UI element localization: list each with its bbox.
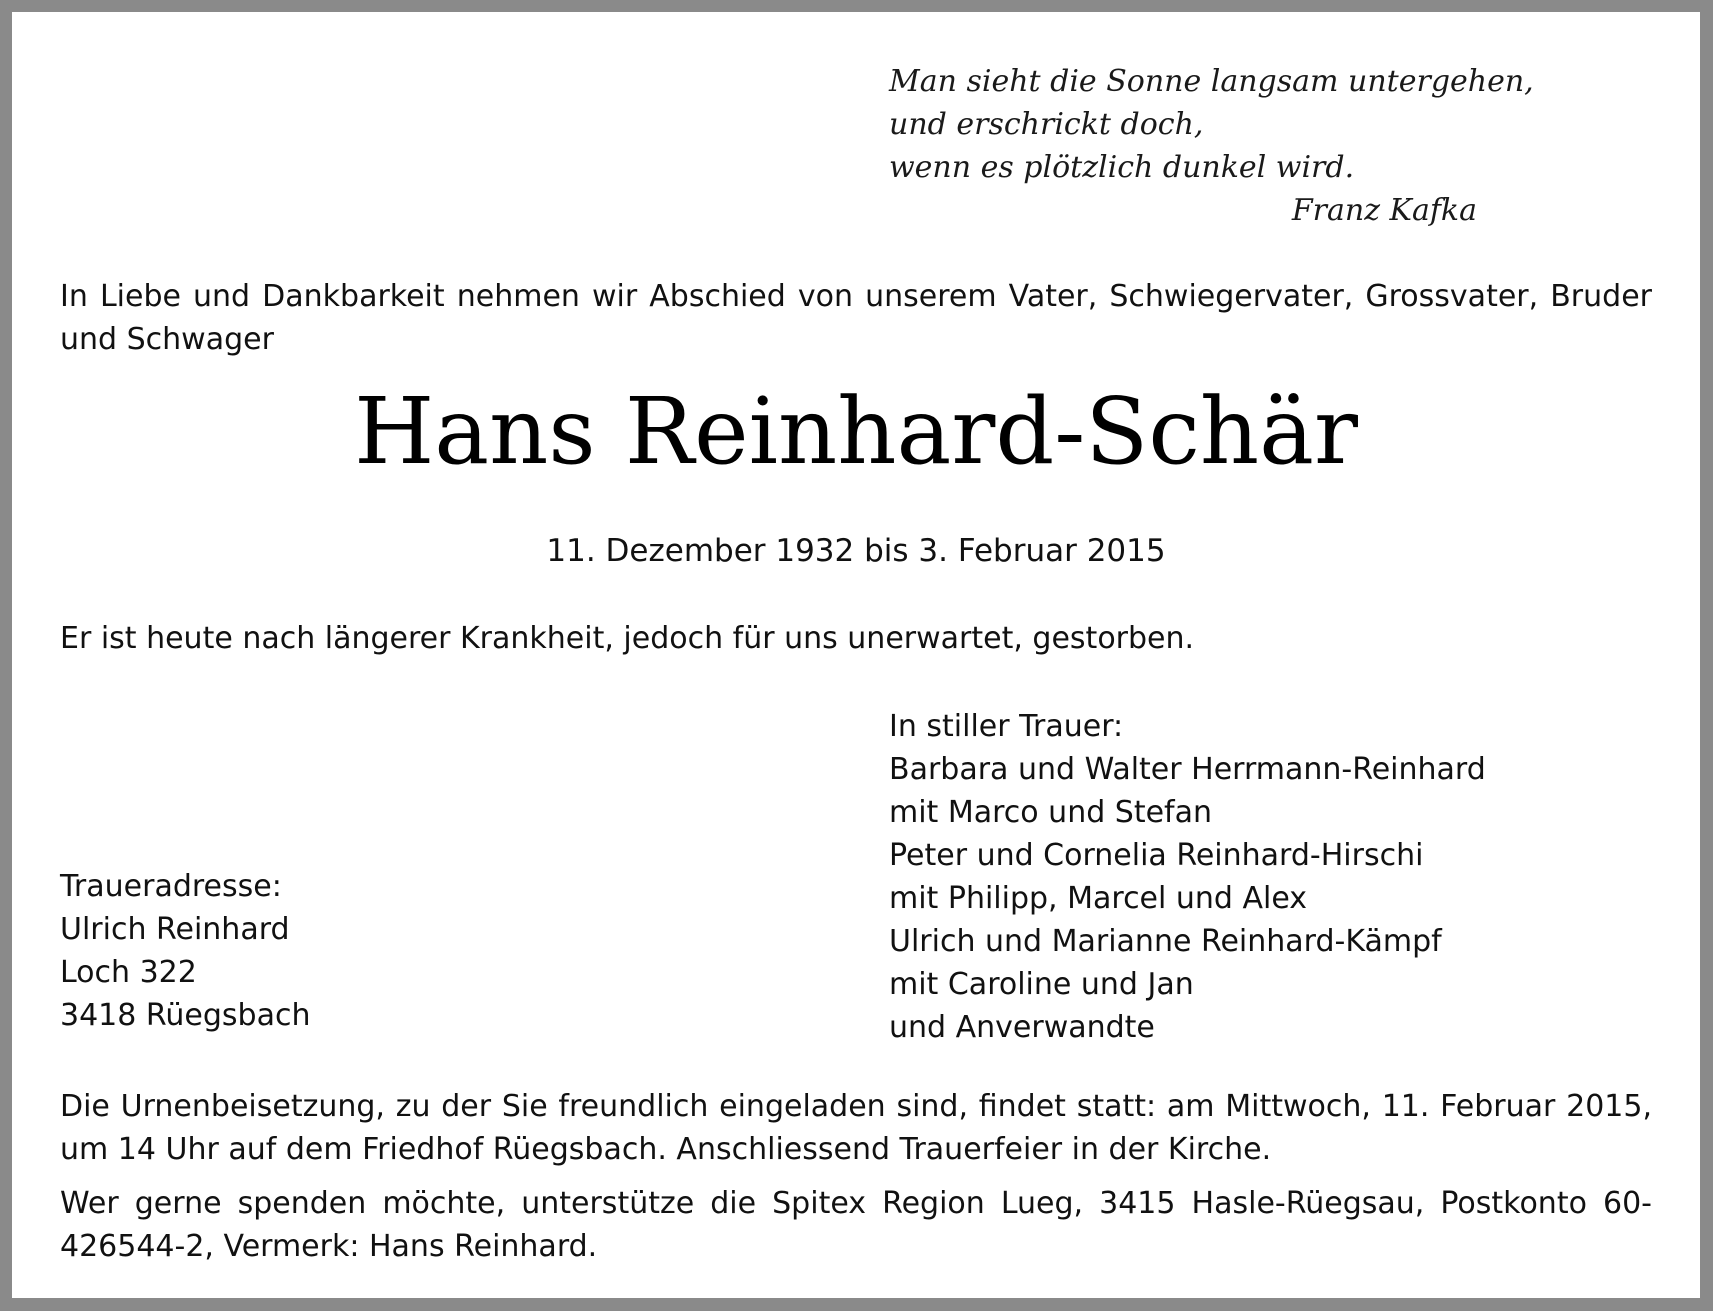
deceased-name: Hans Reinhard-Schär (354, 378, 1358, 485)
life-dates: 11. Dezember 1932 bis 3. Februar 2015 (546, 533, 1166, 569)
mourner-line: Barbara und Walter Herrmann-Reinhard (889, 752, 1486, 787)
quote-line: und erschrickt doch, (889, 107, 1204, 142)
address-line: Ulrich Reinhard (60, 912, 290, 947)
mourners-list (889, 705, 1486, 1049)
donation-notice: Wer gerne spenden möchte, unterstütze die Spitex Region Lueg, 3415 Hasle-Rüegsau, Postkonto 60-426544-2, Vermerk: Hans Reinhard. (60, 1186, 1652, 1264)
quote-line: wenn es plötzlich dunkel wird. (889, 150, 1355, 185)
quote-author: Franz Kafka (1291, 193, 1477, 228)
address-line: 3418 Rüegsbach (60, 998, 311, 1033)
mourner-line: mit Marco und Stefan (889, 795, 1213, 830)
address-heading: Traueradresse: (60, 869, 282, 904)
mourner-line: Peter und Cornelia Reinhard-Hirschi (889, 838, 1424, 873)
address-line: Loch 322 (60, 955, 197, 990)
mourner-line: Ulrich und Marianne Reinhard-Kämpf (889, 924, 1442, 959)
quote-line: Man sieht die Sonne langsam untergehen, (889, 64, 1534, 99)
mourner-line: mit Philipp, Marcel und Alex (889, 881, 1308, 916)
obituary-page (12, 12, 1700, 1298)
death-note: Er ist heute nach längerer Krankheit, jedoch für uns unerwartet, gestorben. (60, 621, 1195, 656)
kafka-quote (889, 60, 1534, 232)
mourner-line: mit Caroline und Jan (889, 967, 1194, 1002)
intro-text: In Liebe und Dankbarkeit nehmen wir Abschied von unserem Vater, Schwiegervater, Grossvater, Bruder und Schwager (60, 279, 1652, 357)
mourning-address (60, 865, 310, 1037)
mourners-heading: In stiller Trauer: (889, 709, 1124, 744)
mourner-line: und Anverwandte (889, 1010, 1155, 1045)
burial-notice: Die Urnenbeisetzung, zu der Sie freundlich eingeladen sind, findet statt: am Mittwoch, 11. Februar 2015, um 14 Uhr auf dem Friedhof Rüegsbach. Anschliessend Trauerfeier in der Kirche. (60, 1089, 1652, 1167)
